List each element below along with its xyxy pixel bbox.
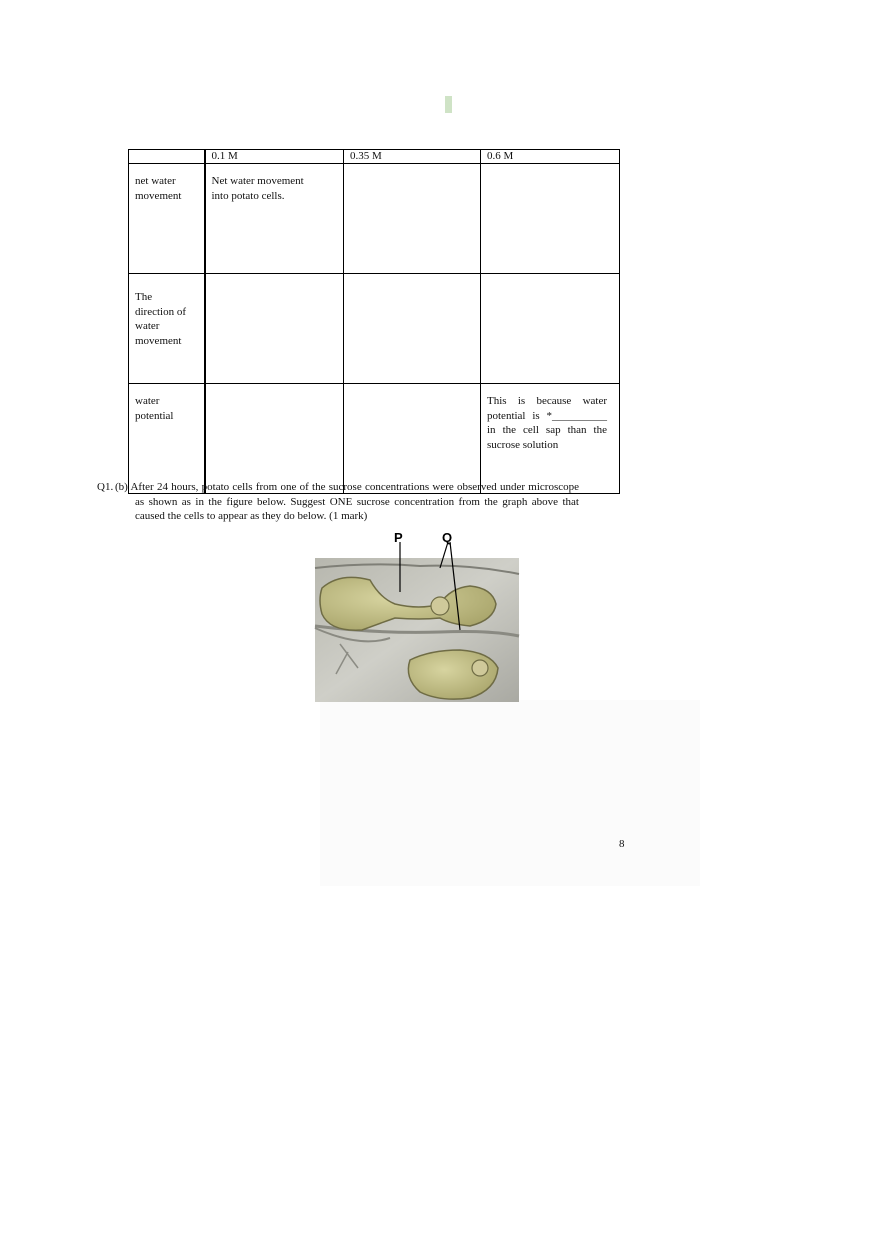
header-cell-0-1m: 0.1 M: [205, 150, 344, 164]
header-cell-0-35m: 0.35 M: [344, 150, 481, 164]
table-cell: [344, 384, 481, 494]
table-cell: [344, 274, 481, 384]
table-row: [129, 274, 620, 384]
cell-text: Net water movement into potato cells.: [211, 175, 304, 202]
question-q1b: [97, 480, 579, 524]
nucleus-upper: [431, 597, 449, 615]
faint-scan-area: [320, 700, 700, 886]
header-cell-0-6m: 0.6 M: [481, 150, 620, 164]
microscope-figure: [300, 528, 540, 708]
table-cell: [205, 164, 344, 274]
label-p: P: [394, 530, 403, 545]
question-number: Q1.: [97, 481, 114, 493]
table-row: [129, 164, 620, 274]
table-cell: [481, 274, 620, 384]
table-cell: [205, 384, 344, 494]
table-header-row: [129, 150, 620, 164]
row-label-water-potential: [129, 384, 205, 494]
label-q: Q: [442, 530, 453, 545]
row-label-text: The direction of water movement: [135, 291, 187, 347]
table-cell: [344, 164, 481, 274]
header-cell-empty: [129, 150, 205, 164]
potato-cells-micrograph: [300, 528, 540, 708]
table-cell: [481, 384, 620, 494]
row-label-text: water potential: [135, 395, 174, 422]
table-row: [129, 384, 620, 494]
row-label-net-water-movement: [129, 164, 205, 274]
page-number: 8: [619, 838, 625, 850]
nucleus-lower: [472, 660, 488, 676]
cell-text: This is because water potential is *__________ in the cell sap than the sucrose solution: [487, 395, 607, 451]
water-movement-table: [128, 149, 620, 494]
table-cell: [481, 164, 620, 274]
question-text: (b) After 24 hours, potato cells from one of the sucrose concentrations were observed under microscope as shown as in the figure below. Suggest ONE sucrose concentration from the graph above that caused the cells to appear as they do below. (1 mark): [115, 481, 579, 522]
row-label-direction: [129, 274, 205, 384]
row-label-text: net water movement: [135, 175, 182, 202]
scan-mark: [445, 96, 452, 113]
table-cell: [205, 274, 344, 384]
